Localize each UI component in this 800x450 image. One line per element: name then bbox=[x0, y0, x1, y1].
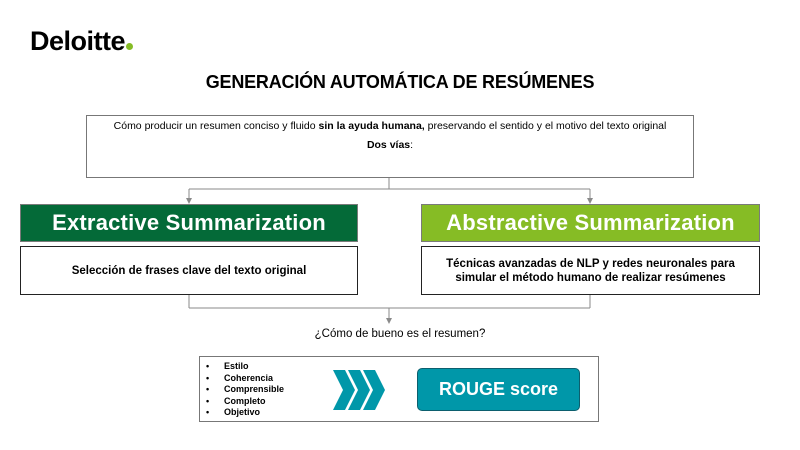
intro-box bbox=[86, 115, 694, 178]
evaluation-question: ¿Cómo de bueno es el resumen? bbox=[314, 328, 486, 340]
criteria-item: • Coherencia bbox=[206, 372, 274, 383]
intro-vias: Dos vías: bbox=[366, 139, 414, 151]
criteria-item: • Completo bbox=[206, 395, 266, 406]
abstractive-description: Técnicas avanzadas de NLP y redes neuronales para simular el método humano de realizar resúmenes bbox=[421, 246, 760, 295]
deloitte-logo bbox=[30, 28, 133, 55]
extractive-description: Selección de frases clave del texto original bbox=[20, 246, 358, 295]
extractive-header: Extractive Summarization bbox=[20, 204, 358, 242]
abstractive-header: Abstractive Summarization bbox=[421, 204, 760, 242]
criteria-item: • Objetivo bbox=[206, 407, 261, 418]
rouge-score-badge: ROUGE score bbox=[417, 368, 580, 411]
logo-text: Deloitte bbox=[30, 26, 126, 56]
criteria-list bbox=[206, 361, 284, 419]
criteria-item: • Comprensible bbox=[206, 384, 285, 395]
triple-chevron-right-icon bbox=[333, 370, 385, 410]
page-title: GENERACIÓN AUTOMÁTICA DE RESÚMENES bbox=[205, 72, 595, 92]
evaluation-box bbox=[199, 356, 599, 422]
intro-text: Cómo producir un resumen conciso y fluido sin la ayuda humana, preservando el sentido y el motivo del texto original bbox=[113, 120, 667, 132]
logo-dot bbox=[126, 43, 133, 50]
criteria-item: • Estilo bbox=[206, 361, 249, 371]
